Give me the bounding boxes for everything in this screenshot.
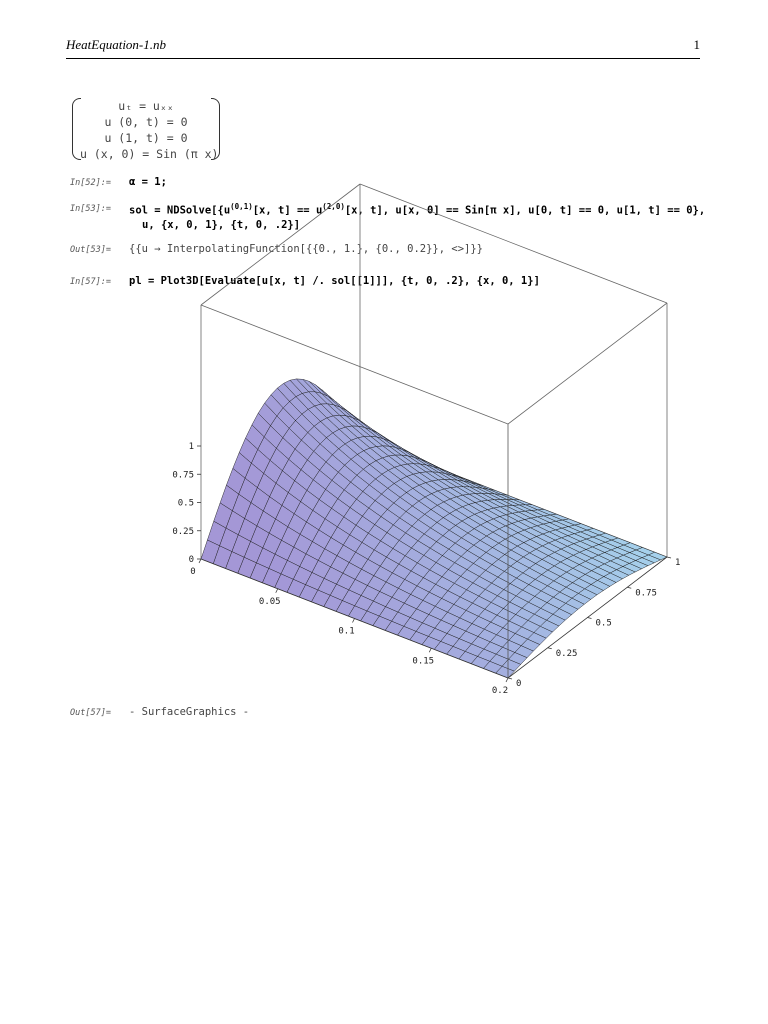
t-axis-tick (506, 678, 508, 682)
z-axis-label: 0 (188, 555, 194, 565)
z-axis-label: 0.25 (172, 526, 194, 537)
page-number: 1 (693, 37, 700, 52)
boundary-condition-right: u (1, t) = 0 (104, 131, 188, 145)
x-axis-label: 0 (516, 679, 522, 689)
cell-label: In[52]:= (70, 178, 111, 188)
cell-output: {{u → InterpolatingFunction[{{0., 1.}, {0., 0.2}}, <>]}} (129, 243, 484, 255)
box-edge (201, 184, 360, 305)
cell-output: - SurfaceGraphics - (129, 706, 250, 718)
box-edge (508, 303, 667, 424)
t-axis-tick (199, 559, 201, 563)
t-axis-label: 0.05 (258, 596, 281, 607)
t-axis-tick (276, 589, 278, 593)
x-axis-tick (508, 678, 512, 679)
t-axis-label: 0.1 (338, 626, 355, 637)
box-edge (201, 305, 508, 424)
box-edge (360, 184, 667, 303)
cell-label: In[57]:= (70, 277, 111, 287)
z-axis-label: 1 (188, 442, 194, 452)
t-axis-tick (429, 648, 431, 652)
x-axis-tick (667, 557, 671, 558)
z-axis-label: 0.5 (177, 498, 194, 509)
x-axis-label: 1 (675, 558, 681, 568)
t-axis-tick (353, 619, 355, 623)
t-axis-label: 0.15 (412, 656, 435, 667)
initial-condition: u (x, 0) = Sin (π x) (80, 147, 219, 161)
cell-label: Out[57]= (70, 708, 111, 718)
notebook-title: HeatEquation-1.nb (66, 37, 167, 52)
x-axis-label: 0.25 (555, 648, 578, 659)
cell-label: Out[53]= (70, 245, 111, 255)
x-axis-label: 0.5 (595, 618, 612, 629)
cell-code: sol = $NDSolve[\{u^{(0,1)}[x$, $t] == u^{(2,0)}[x$, t], u[x, 0] == Sin[π x], u[0, t] == 0, u[1, t] == 0}, (129, 202, 706, 217)
x-axis-tick (548, 648, 552, 649)
t-axis-label: 0.2 (491, 686, 509, 696)
x-axis-tick (588, 618, 592, 619)
t-axis-label: 0 (190, 567, 196, 577)
cell-label: In[53]:= (70, 204, 111, 214)
z-axis-label: 0.75 (172, 470, 194, 481)
boundary-condition-left: u (0, t) = 0 (104, 115, 188, 129)
cell-code: pl = Plot3D[Evaluate[u[x, t] /. sol[[1]]], {t, 0, .2}, {x, 0, 1}] (129, 275, 540, 287)
cell-code-continuation: u, {x, 0, 1}, {t, 0, .2}] (142, 219, 301, 231)
pde-equation: uₜ = uₓₓ (118, 99, 174, 113)
x-axis-label: 0.75 (635, 588, 657, 599)
cell-code: α = 1; (129, 176, 167, 188)
x-axis-tick (627, 587, 631, 588)
